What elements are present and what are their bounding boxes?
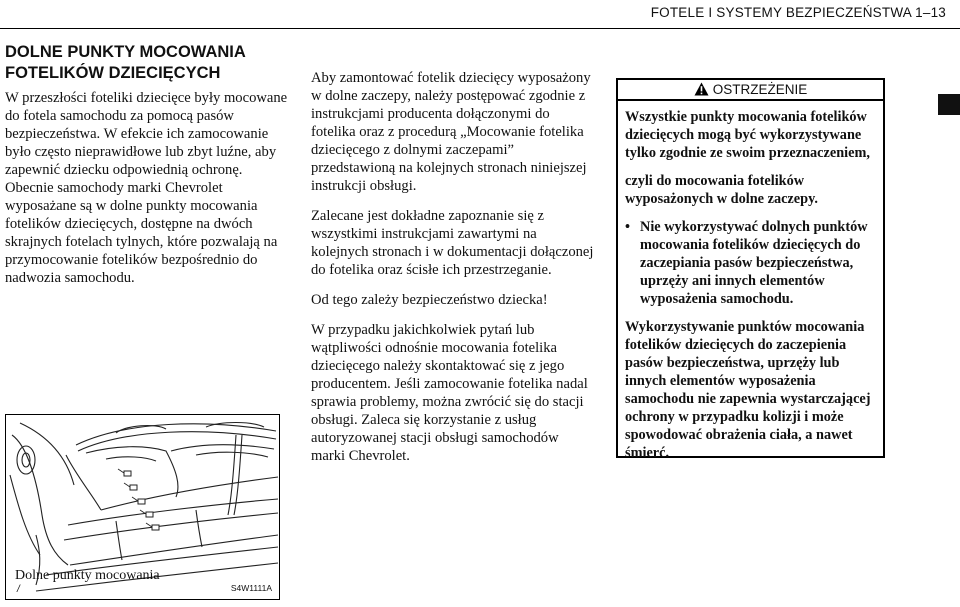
seat-anchor-figure	[5, 414, 280, 600]
figure-code: S4W1111A	[230, 583, 272, 593]
section-title	[5, 42, 290, 84]
section-title-line2: FOTELIKÓW DZIECIĘCYCH	[5, 64, 221, 82]
figure-caption: Dolne punkty mocowania	[15, 568, 160, 583]
middle-paragraph-4: W przypadku jakichkolwiek pytań lub wątpliwości odnośnie mocowania fotelika dziecięcego należy skontaktować się z jego producentem. Jeśli zamocowanie fotelika nadal sprawia problemy, można zwrócić się do stacji obsługi. Zaleca się korzystanie z usług autoryzowanej stacji obsługi samochodów marki Chevrolet.	[311, 322, 588, 464]
middle-paragraph-2: Zalecane jest dokładne zapoznanie się z wszystkimi instrukcjami zawartymi na kolejnych stronach i w dokumentacji dołączonej do fotelika oraz ścisłe ich przestrzeganie.	[311, 208, 594, 278]
middle-paragraph-3: Od tego zależy bezpieczeństwo dziecka!	[311, 292, 548, 308]
warning-paragraph-3: Wykorzystywanie punktów mocowania fotelików dziecięcych do zaczepienia pasów bezpieczeństwa, uprzęży lub innych elementów wyposażenia samochodu nie zapewnia wystarczającej ochrony w przypadku kolizji i może spowodować obrażenia ciała, a nawet śmierć.	[625, 319, 871, 461]
left-paragraph-2: Obecnie samochody marki Chevrolet wyposażane są w dolne punkty mocowania fotelików dziecięcych, dostępne na dwóch skrajnych fotelach tylnych, które pozwalają na przymocowanie fotelików bezpośrednio do nadwozia samochodu.	[5, 180, 278, 286]
header-rule	[0, 28, 960, 29]
section-title-line1: DOLNE PUNKTY MOCOWANIA	[5, 43, 246, 61]
figure-mark: /	[17, 584, 20, 595]
chapter-tab-marker	[938, 94, 960, 115]
running-header: FOTELE I SYSTEMY BEZPIECZEŃSTWA 1–13	[650, 5, 946, 20]
warning-body	[625, 108, 877, 472]
left-paragraph-1: W przeszłości foteliki dziecięce były mocowane do fotela samochodu za pomocą pasów bezpieczeństwa. W efekcie ich zamocowanie było często nieprawidłowe lub zbyt luźne, aby zapewnić dziecku odpowiednią ochronę.	[5, 90, 288, 178]
warning-bullet-list	[625, 218, 877, 308]
warning-box	[616, 78, 885, 461]
warning-paragraph-2: czyli do mocowania fotelików wyposażonych w dolne zaczepy.	[625, 173, 819, 207]
left-column	[5, 89, 295, 287]
warning-header	[618, 80, 883, 101]
middle-paragraph-1: Aby zamontować fotelik dziecięcy wyposażony w dolne zaczepy, należy postępować zgodnie z instrukcjami producenta dołączonymi do fotelika oraz z procedurą „Mocowanie fotelika dziecięcego z dolnymi zaczepami” przedstawioną na kolejnych stronach niniejszej instrukcji obsługi.	[311, 70, 591, 194]
warning-triangle-icon	[694, 82, 709, 96]
middle-column	[311, 69, 596, 477]
warning-header-label: OSTRZEŻENIE	[712, 82, 808, 97]
warning-bullet-1: • Nie wykorzystywać dolnych punktów mocowania fotelików dziecięcych do zaczepiania pasów bezpieczeństwa, uprzęży ani innych elementów wyposażenia samochodu.	[625, 218, 877, 308]
warning-paragraph-1: Wszystkie punkty mocowania fotelików dziecięcych mogą być wykorzystywane tylko zgodnie ze swoim przeznaczeniem,	[625, 109, 870, 161]
